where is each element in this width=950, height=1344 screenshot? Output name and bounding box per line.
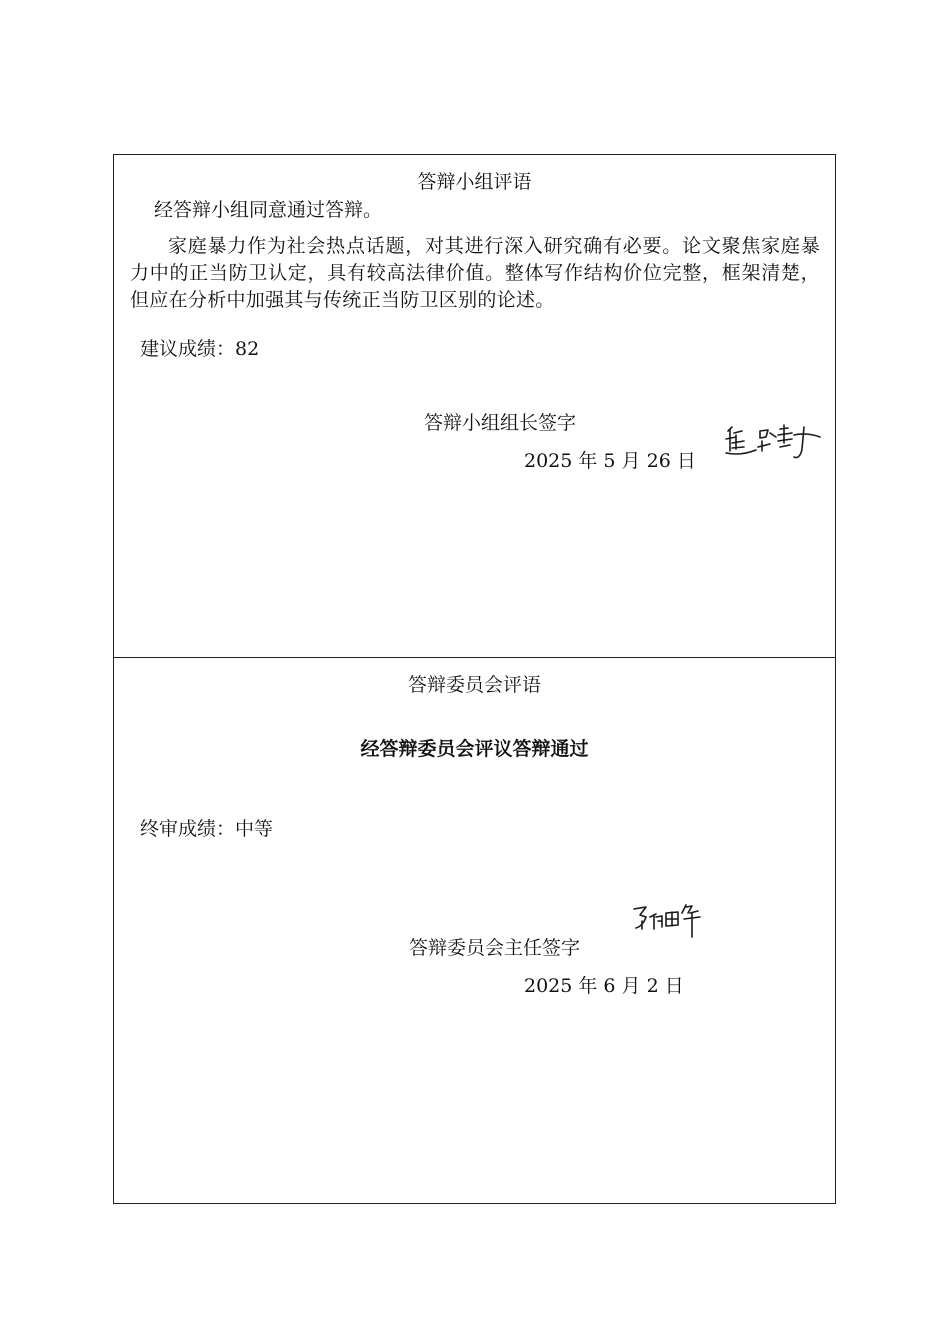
panel-sign-date: 2025 年 5 月 26 日 <box>524 450 696 472</box>
panel-leader-sign-label: 答辩小组组长签字 <box>424 412 577 434</box>
committee-chair-signature <box>632 901 706 943</box>
panel-agreement-text: 经答辩小组同意通过答辩。 <box>154 199 383 221</box>
handwritten-signature-icon <box>632 901 706 943</box>
committee-verdict-text: 经答辩委员会评议答辩通过 <box>360 738 589 760</box>
panel-comment-section <box>114 155 835 658</box>
panel-leader-signature <box>722 417 822 465</box>
committee-sign-date: 2025 年 6 月 2 日 <box>524 975 684 997</box>
handwritten-signature-icon <box>722 417 822 465</box>
panel-section-title: 答辩小组评语 <box>417 171 532 193</box>
review-form-table <box>113 154 836 1204</box>
panel-suggested-grade: 建议成绩：82 <box>140 338 260 360</box>
committee-chair-sign-label: 答辩委员会主任签字 <box>409 937 581 959</box>
panel-comment-text: 家庭暴力作为社会热点话题，对其进行深入研究确有必要。论文聚焦家庭暴力中的正当防卫认定，具有较高法律价值。整体写作结构价位完整，框架清楚，但应在分析中加强其与传统正当防卫区别的论述。 <box>130 235 820 311</box>
committee-final-grade: 终审成绩：中等 <box>140 818 274 840</box>
committee-section-title: 答辩委员会评语 <box>407 674 541 696</box>
committee-comment-section <box>114 658 835 1203</box>
